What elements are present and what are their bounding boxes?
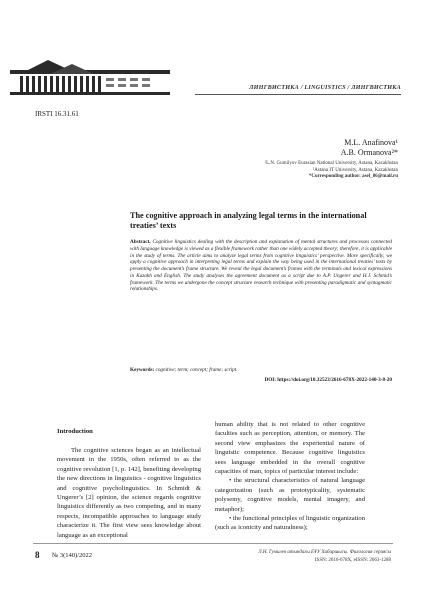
corresponding-author: *Corresponding author: asel_86@mail.ru	[308, 174, 398, 180]
affiliations	[265, 161, 398, 181]
issn: ISSN: 2616-678X, eISSN: 2663-1288	[314, 558, 391, 563]
affiliation-line: ²Astana IT University, Astana, Kazakhstan	[312, 167, 398, 173]
keywords-label: Keywords:	[130, 367, 155, 373]
body-column-left	[57, 446, 201, 540]
footer-divider	[33, 543, 393, 544]
author-name: M.L. Anafinova¹	[344, 138, 398, 147]
list-item: • the functional principles of linguistic organization (such as iconicity and naturalness);	[215, 515, 365, 532]
keywords	[130, 367, 392, 373]
keywords-text: cognitive; term; concept; frame; script.	[154, 367, 238, 373]
author-name: A.B. Ormanova²*	[340, 148, 398, 157]
abstract	[130, 239, 392, 293]
body-paragraph: The cognitive sciences began as an intellectual movement in the 1950s, often referred to as the cognitive revolution [1, p. 142], benefiting developing the new directions in linguistics - cognitive linguistics and cognitive psycholinguistics. In Schmidt & Ungerer’s [2] opinion, the science regards cognitive linguistics differently as two competing, and in many respects, incompatible approaches to language study characterize it. The first view sees knowledge about language as an exceptional	[57, 447, 201, 539]
body-paragraph: human ability that is not related to other cognitive faculties such as perception, attention, or memory. The second view emphasizes the experiential nature of linguistic competence. Because cognitive linguistics sees language embedded in the overall cognitive capacities of man, topics of particular interest include:	[215, 421, 365, 476]
journal-name: Л.Н. Гумилев атындағы ЕҰУ Хабаршысы. Филология сериясы	[258, 550, 391, 555]
article-title: The cognitive approach in analyzing legal terms in the international treaties’ texts	[130, 211, 367, 230]
author-list	[341, 138, 398, 158]
abstract-text: Cognitive linguistics dealing with the description and explanation of mental structures and processes connected with language knowledge is viewed as a flexible framework rather than one widely accepted theory; therefore, it is applicable in the study of terms. The article aims to analyze legal terms from cognitive linguistics’ perspective. More specifically, we apply a cognitive approach in interpreting legal terms and explain the way being used in the international treaties’ texts by presenting the document’s frame structure. We reveal the legal document’s frames with the terminals and lexical expressions in Kazakh and English. The study analyses the agreement document as a script due to A.P. Ungerer and H.J. Schmid’s framework. The terms we undergone the concept structure research technique with presenting paradigmatic and syntagmatic relationships.	[130, 239, 392, 293]
doi-link[interactable]: DOI: https://doi.org/10.32523/2616-678X-2022-140-3-8-20	[264, 377, 392, 383]
page-number: 8	[35, 550, 40, 560]
header-divider	[195, 94, 401, 95]
affiliation-line: ¹L.N. Gumilyov Eurasian National University, Astana, Kazakhstan	[264, 161, 398, 166]
section-header: ЛИНГВИСТИКА / LINGUISTICS / ЛИНГВИСТИКА	[249, 84, 401, 91]
irsti-code: IRSTI 16.31.61	[35, 110, 79, 118]
journal-logo	[10, 52, 170, 102]
issue-number: № 3(140)/2022	[52, 552, 92, 559]
abstract-label: Abstract.	[130, 239, 151, 245]
section-heading: Introduction	[57, 428, 93, 435]
list-item: • the structural characteristics of natural language categorization (such as prototypicality, systematic polysemy, cognitive models, mental imagery, and metaphor);	[215, 477, 365, 513]
body-column-right	[215, 420, 365, 533]
